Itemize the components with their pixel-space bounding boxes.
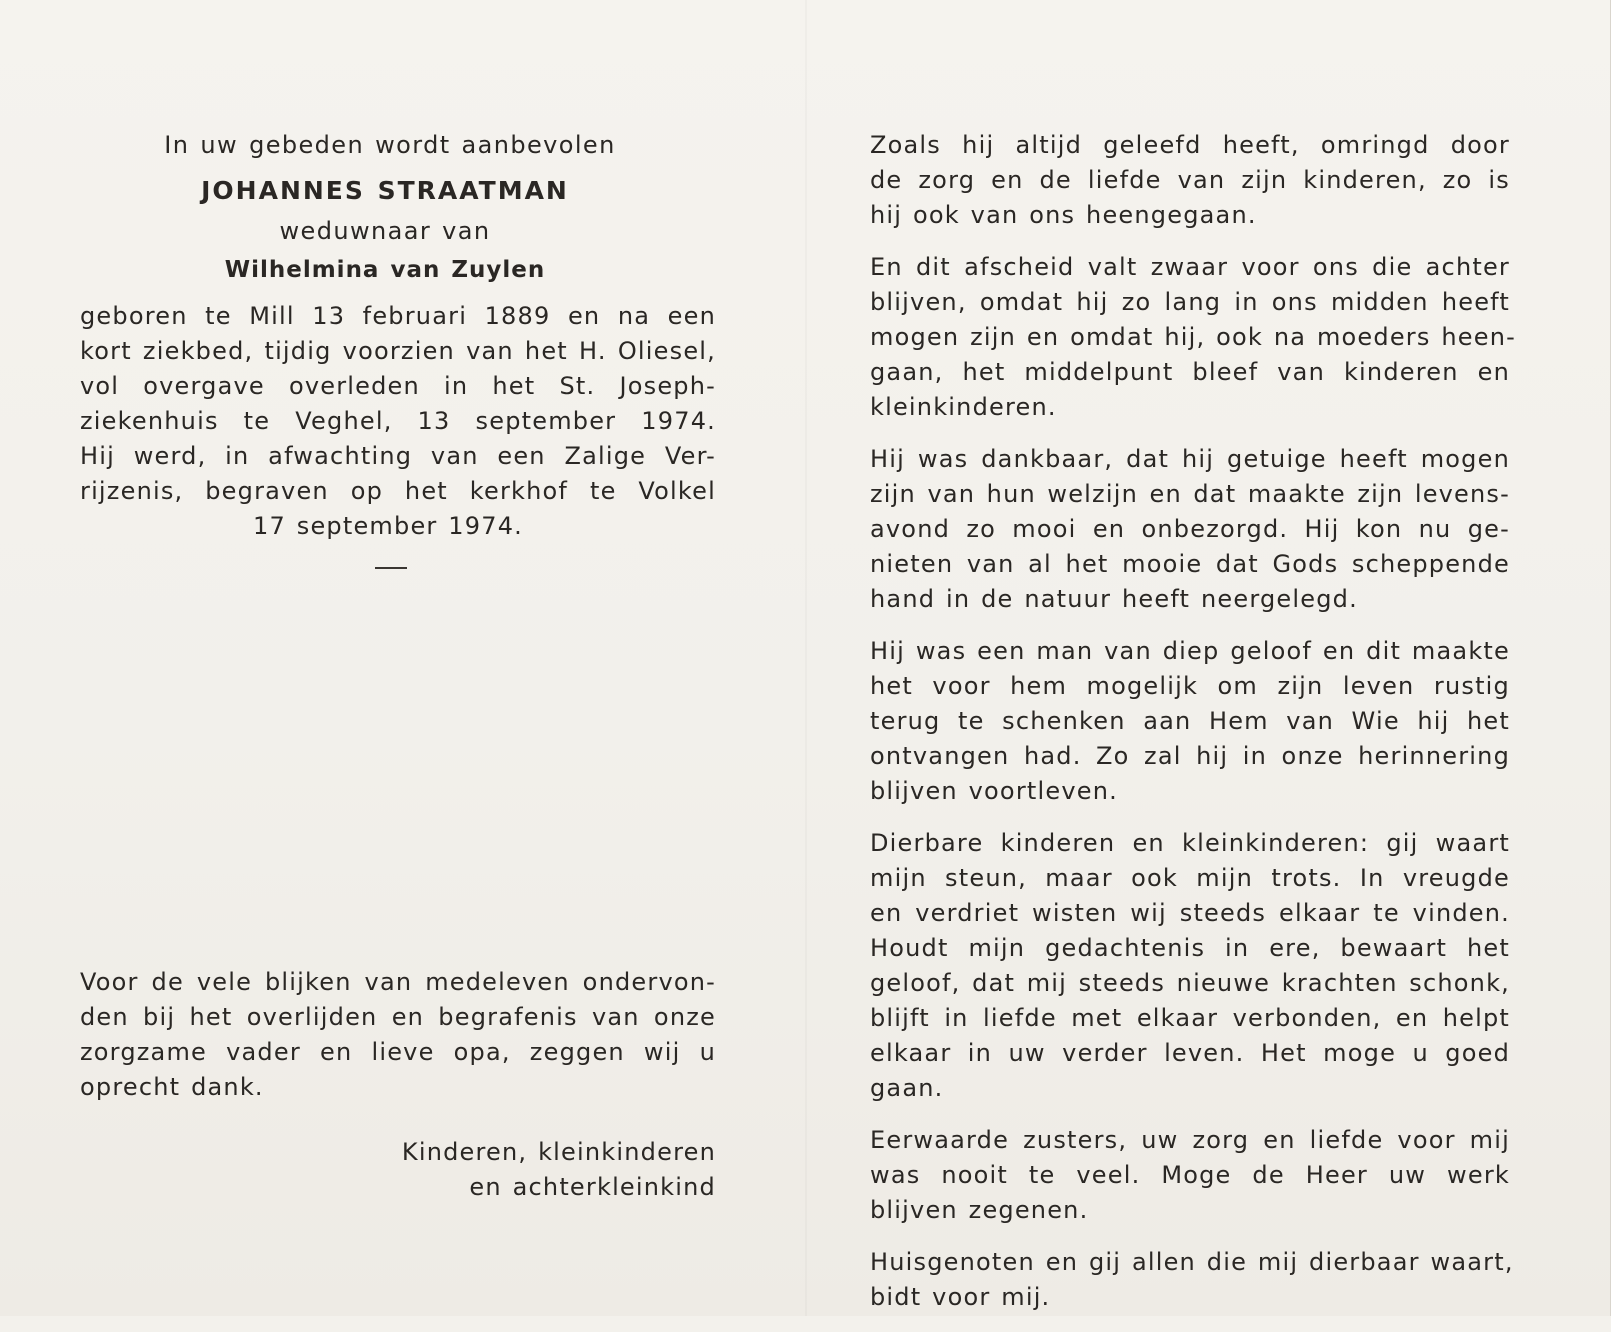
text-last-line: blijven voortleven. [870,777,1118,805]
bio-line: ziekenhuis te Veghel, 13 september 1974. [80,407,716,435]
text-line: Hij was een man van diep geloof en dit maakte [870,637,1510,665]
text-last-line: hand in de natuur heeft neergelegd. [870,585,1358,613]
paragraph-3 [870,442,1510,617]
text-line: En dit afscheid valt zwaar voor ons die achter [870,253,1510,281]
text-last-line: gaan. [870,1074,944,1102]
text-last-line: hij ook van ons heengegaan. [870,201,1257,229]
paragraph-4 [870,634,1510,809]
bio-line: kort ziekbed, tijdig voorzien van het H. Oliesel, [80,337,716,365]
separator-dash [375,567,407,569]
text-line: blijven, omdat hij zo lang in ons midden heeft [870,288,1510,316]
text-line: Eerwaarde zusters, uw zorg en liefde voor mij [870,1126,1510,1154]
bio-line: Hij werd, in afwachting van een Zalige Ver- [80,442,716,470]
text-line: Dierbare kinderen en kleinkinderen: gij waart [870,829,1510,857]
bio-line: vol overgave overleden in het St. Joseph- [80,372,716,400]
text-last-line: blijven zegenen. [870,1196,1089,1224]
thanks-line: Voor de vele blijken van medeleven ondervon- [80,968,716,996]
text-line: blijft in liefde met elkaar verbonden, en helpt [870,1004,1510,1032]
right-panel [870,128,1517,1332]
text-line: en verdriet wisten wij steeds elkaar te vinden. [870,899,1510,927]
text-line: ontvangen had. Zo zal hij in onze herinnering [870,742,1510,770]
text-line: gaan, het middelpunt bleef van kinderen en [870,358,1510,386]
separator [80,558,716,578]
thanks-line: zorgzame vader en lieve opa, zeggen wij u [80,1038,716,1066]
thanks-line: den bij het overlijden en begrafenis van onze [80,1003,716,1031]
text-line: het voor hem mogelijk om zijn leven rustig [870,672,1510,700]
text-line: elkaar in uw verder leven. Het moge u goed [870,1039,1510,1067]
spouse-name: Wilhelmina van Zuylen [224,257,546,283]
paragraph-2 [870,250,1517,425]
relation-line: weduwnaar van [279,217,491,245]
card-fold [805,0,807,1316]
left-panel [80,128,716,578]
text-line: avond zo mooi en onbezorgd. Hij kon nu ge- [870,515,1510,543]
text-line: zijn van hun welzijn en dat maakte zijn levens- [870,480,1510,508]
biography [80,299,716,544]
bio-line: geboren te Mill 13 februari 1889 en na een [80,302,716,330]
thanks-paragraph [80,965,716,1105]
text-line: mijn steun, maar ook mijn trots. In vreugde [870,864,1510,892]
paragraph-1 [870,128,1510,233]
thanks-last-line: oprecht dank. [80,1073,264,1101]
text-line: Huisgenoten en gij allen die mij dierbaar waart, [870,1248,1514,1276]
text-line: mogen zijn en omdat hij, ook na moeders heen- [870,323,1517,351]
intro-line: In uw gebeden wordt aanbevolen [164,131,616,159]
text-line: was nooit te veel. Moge de Heer uw werk [870,1161,1510,1189]
paragraph-7 [870,1245,1514,1315]
deceased-name: JOHANNES STRAATMAN [201,176,569,205]
paragraph-6 [870,1123,1510,1228]
signature [80,1135,716,1205]
bio-last-line: 17 september 1974. [252,512,524,540]
signature-line: Kinderen, kleinkinderen [401,1138,716,1166]
bio-line: rijzenis, begraven op het kerkhof te Volkel [80,477,716,505]
text-line: nieten van al het mooie dat Gods scheppende [870,550,1510,578]
text-last-line: kleinkinderen. [870,393,1057,421]
paragraph-5 [870,826,1510,1106]
text-last-line: bidt voor mij. [870,1283,1051,1311]
text-line: Houdt mijn gedachtenis in ere, bewaart het [870,934,1510,962]
text-line: Zoals hij altijd geleefd heeft, omringd door [870,131,1510,159]
text-line: de zorg en de liefde van zijn kinderen, zo is [870,166,1510,194]
text-line: geloof, dat mij steeds nieuwe krachten schonk, [870,969,1510,997]
text-line: terug te schenken aan Hem van Wie hij het [870,707,1510,735]
signature-line: en achterkleinkind [469,1173,716,1201]
text-line: Hij was dankbaar, dat hij getuige heeft mogen [870,445,1510,473]
